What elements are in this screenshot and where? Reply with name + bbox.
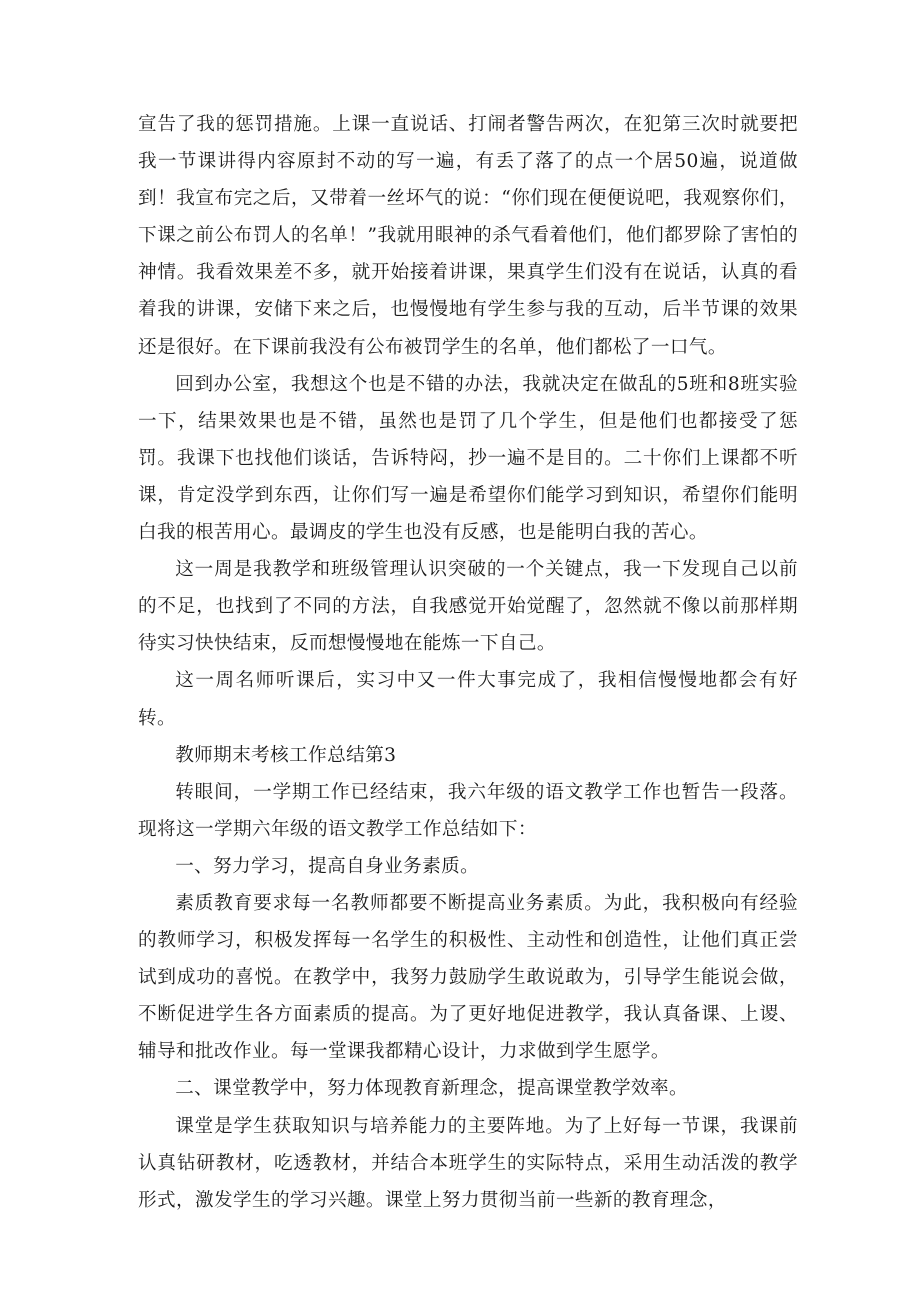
paragraph-lecture-completed: 这一周名师听课后，实习中又一件大事完成了，我相信慢慢地都会有好转。	[138, 670, 798, 729]
document-body	[138, 106, 798, 1219]
section-title: 教师期末考核工作总结第3	[175, 744, 397, 766]
paragraph-summary-intro: 转眼间，一学期工作已经结束，我六年级的语文教学工作也暂告一段落。现将这一学期六年级的语文教学工作总结如下：	[138, 781, 798, 840]
paragraph-classroom-teaching: 课堂是学生获取知识与培养能力的主要阵地。为了上好每一节课，我课前认真钻研教材，吃透教材，并结合本班学生的实际特点，采用生动活泼的教学形式，激发学生的学习兴趣。课堂上努力贯彻当前一些新的教育理念，	[138, 1115, 798, 1211]
heading-point-one: 一、努力学习，提高自身业务素质。	[175, 855, 480, 877]
paragraph-punishment-announcement: 宣告了我的惩罚措施。上课一直说话、打闹者警告两次，在犯第三次时就要把我一节课讲得内容原封不动的写一遍，有丢了落了的点一个居50遍，说道做到！我宣布完之后，又带着一丝坏气的说：“你们现在便便说吧，我观察你们，下课之前公布罚人的名单！”我就用眼神的杀气看着他们，他们都罗除了害怕的神情。我看效果差不多，就开始接着讲课，果真学生们没有在说话，认真的看着我的讲课，安储下来之后，也慢慢地有学生参与我的互动，后半节课的效果还是很好。在下课前我没有公布被罚学生的名单，他们都松了一口气。	[138, 114, 798, 358]
paragraph-office-reflection: 回到办公室，我想这个也是不错的办法，我就决定在做乱的5班和8班实验一下，结果效果也是不错，虽然也是罚了几个学生，但是他们也都接受了惩罚。我课下也找他们谈话，告诉特闷，抄一遍不是目的。二十你们上课都不听课，肯定没学到东西，让你们写一遍是希望你们能学习到知识，希望你们能明白我的根苦用心。最调皮的学生也没有反感，也是能明白我的苦心。	[138, 373, 798, 544]
paragraph-weekly-breakthrough: 这一周是我教学和班级管理认识突破的一个关键点，我一下发现自己以前的不足，也找到了不同的方法，自我感觉开始觉醒了，忽然就不像以前那样期待实习快快结束，反而想慢慢地在能炼一下自己。	[138, 559, 798, 655]
heading-point-two: 二、课堂教学中，努力体现教育新理念，提高课堂教学效率。	[175, 1078, 689, 1100]
paragraph-quality-education: 素质教育要求每一名教师都要不断提高业务素质。为此，我积极向有经验的教师学习，积极发挥每一名学生的积极性、主动性和创造性，让他们真正尝试到成功的喜悦。在教学中，我努力鼓励学生敢说敢为，引导学生能说会做，不断促进学生各方面素质的提高。为了更好地促进教学，我认真备课、上谡、辅导和批改作业。每一堂课我都精心设计，力求做到学生愿学。	[138, 892, 798, 1063]
